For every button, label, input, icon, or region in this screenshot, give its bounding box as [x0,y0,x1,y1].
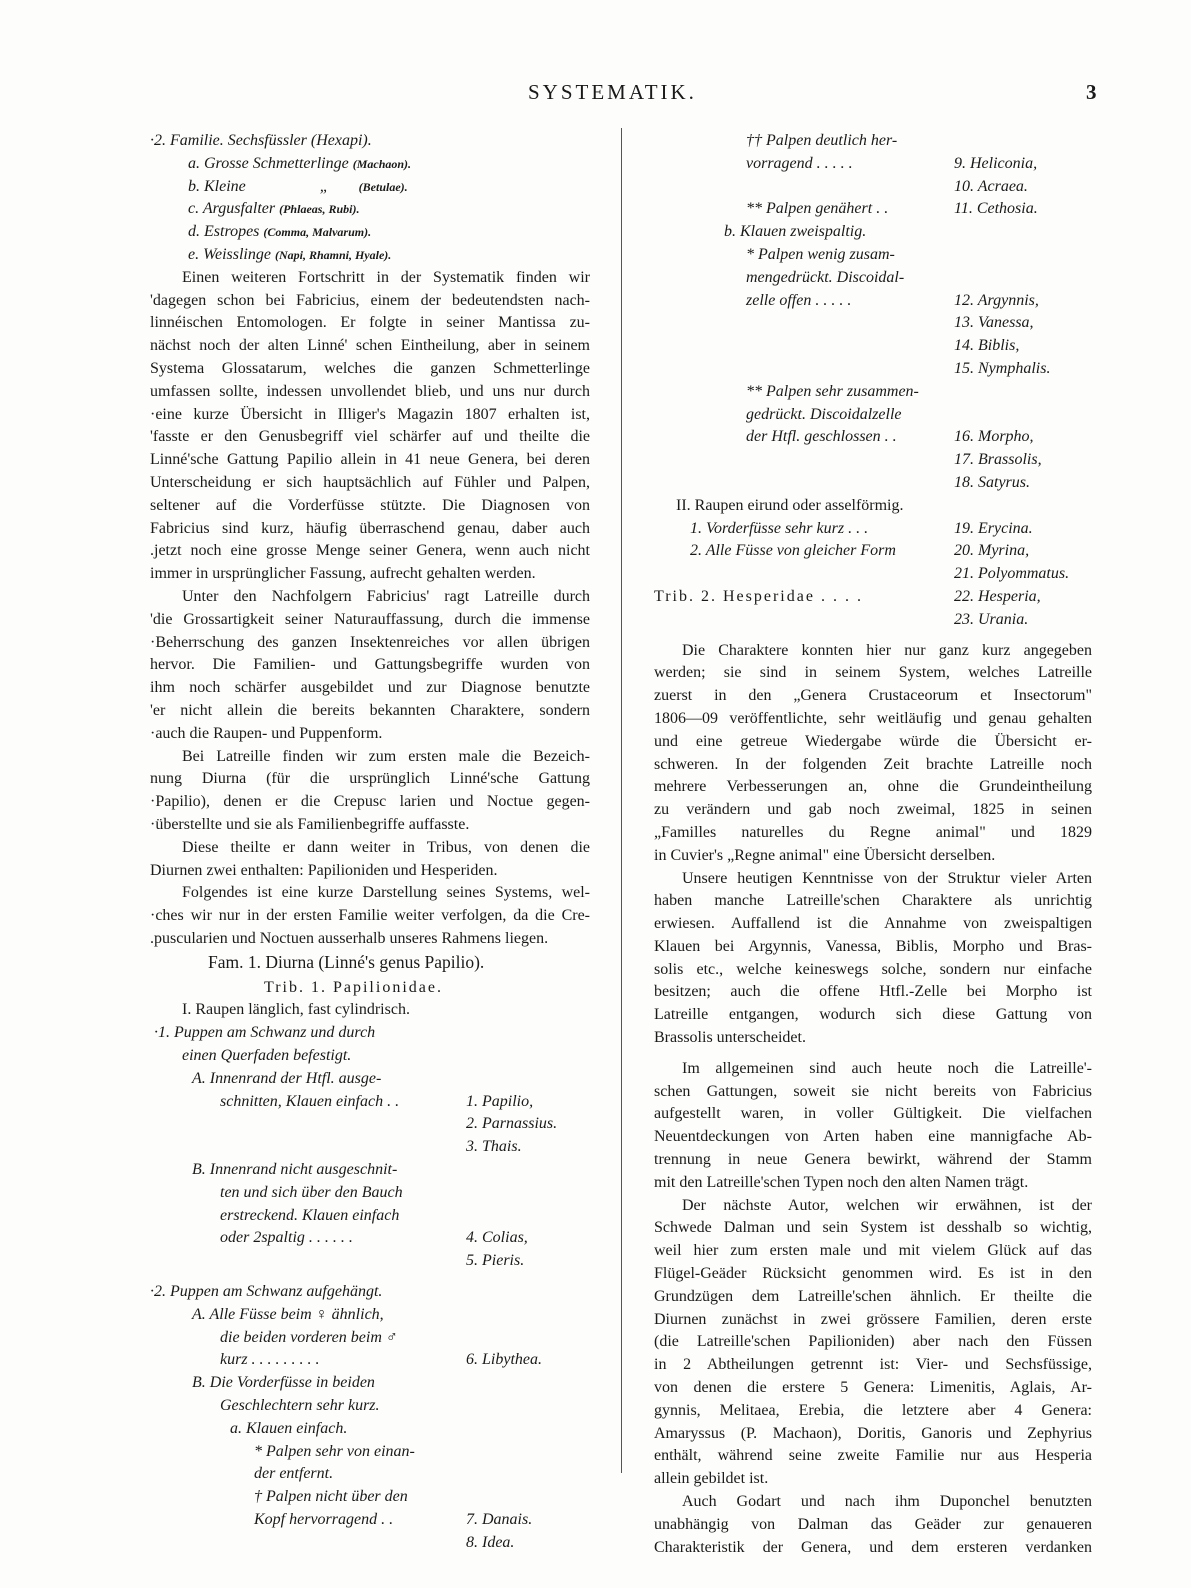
key-line: † Palpen nicht über den [254,1488,408,1506]
paragraph: Die Charaktere konnten hier nur ganz kurz angegeben werden; sie sind in seinem System, welches Latreille zuerst in den „Genera Crustaceorum et Insectorum" 1806—09 veröffentlichte, sehr weitläufig und genau gehalten und eine getreue Wiedergabe würde die Übersicht er- schweren. In der folgenden Zeit brachte Latreille noch mehrere Verbesserungen an, ohne die Grundeintheilung zu verändern und gab noch zweimal, 1825 in seinen „Familles naturelles du Regne animal" und 1829 in Cuvier's „Regne animal" eine Übersicht derselben. [654,641,1092,864]
key-line: oder 2spaltig . . . . . . 4. Colias, [150,1227,590,1250]
key-line: ** Palpen genähert . . 11. Cethosia. [654,198,1092,221]
genus-name: 4. Colias, [466,1229,528,1247]
key-line [654,563,1092,586]
key-line [654,176,1092,199]
key-line: erstreckend. Klauen einfach [220,1206,400,1224]
genus-name: 16. Morpho, [954,428,1034,446]
paragraph: Unsere heutigen Kenntnisse von der Struktur vieler Arten haben manche Latreille'schen Charaktere als unrichtig erwiesen. Auffallend ist die Annahme von zweispaltigen Klauen bei Argynnis, Vanessa, Biblis, Morpho und Bras- solis etc., welche keineswegs solche, sondern nur einfache besitzen; auch die offene Htfl.-Zelle bei Morpho ist Latreille entgangen, wodurch sich diese Gattung von Brassolis unterscheidet. [654,869,1092,1047]
key-line [654,358,1092,381]
right-column [654,130,1092,1559]
key-line: gedrückt. Discoidalzelle [746,405,902,423]
key-line: Geschlechtern sehr kurz. [220,1397,380,1415]
key-line [654,449,1092,472]
key-line: ten und sich über den Bauch [220,1183,403,1201]
paragraph: Im allgemeinen sind auch heute noch die Latreille'- schen Gattungen, soweit sie nicht bereits von Fabricius aufgestellt waren, in voller Gültigkeit. Die vielfachen Neuentdeckungen von Arten haben eine mannigfache Ab- trennung in neue Genera bewirkt, während der Stamm mit den Latreille'schen Typen noch den alten Namen trägt. [654,1059,1092,1191]
key-line: ** Palpen sehr zusammen- [746,382,919,400]
genus-name: 9. Heliconia, [954,154,1038,172]
genus-name: 3. Thais. [466,1138,522,1156]
key-line: die beiden vorderen beim ♂ [220,1328,398,1346]
group-heading: II. Raupen eirund oder asselförmig. [676,496,904,514]
genus-name: 15. Nymphalis. [954,359,1051,377]
key-line: Kopf hervorragend . . 7. Danais. [150,1509,590,1532]
key-line [654,472,1092,495]
key-line: A. Alle Füsse beim ♀ ähnlich, [192,1305,384,1323]
paragraph: Der nächste Autor, welchen wir erwähnen, ist der Schwede Dalman und sein System ist desshalb so wichtig, weil hier zum ersten male und mit vielem Glück auf das Flügel-Geäder Rücksicht genommen wird. Es ist in den Grundzügen dem Latreille'schen ähnlich. Er theilte die Diurnen zunächst in zwei grössere Familien, deren erste (die Latreille'schen Papilioniden) aber nach den Füssen in 2 Abtheilungen getrennt ist: Vier- und Sechsfüssige, von denen die erstere 5 Genera: Limenitis, Aglais, Ar- gynnis, Melitaea, Erebia, die letztere aber 4 Genera: Amaryssus (P. Machaon), Doritis, Ganoris und Zephyrius enthält, während seine zweite Familie nur aus Hesperia allein gebildet ist. [654,1196,1092,1488]
running-header [0,80,1191,110]
key-line: A. Innenrand der Htfl. ausge- [192,1069,382,1087]
key-line: a. Klauen einfach. [230,1419,348,1437]
genus-name: 18. Satyrus. [954,473,1030,491]
genus-name: 11. Cethosia. [954,200,1038,218]
key-line: vorragend . . . . . 9. Heliconia, [654,153,1092,176]
key-line: der Htfl. geschlossen . . 16. Morpho, [654,426,1092,449]
genus-name: 17. Brassolis, [954,451,1042,469]
familie-item: c. Argusfalter (Phlaeas, Rubi). [188,200,360,218]
tribe-heading: Trib. 1. Papilionidae. [264,978,443,996]
key-line: * Palpen wenig zusam- [746,245,895,263]
key-line: schnitten, Klauen einfach . . 1. Papilio, [150,1091,590,1114]
paragraph: Diese theilte er dann weiter in Tribus, von denen die Diurnen zwei enthalten: Papilioniden und Hesperiden. [150,838,590,879]
key-line: 2. Alle Füsse von gleicher Form 20. Myrina, [654,540,1092,563]
genus-name: 12. Argynnis, [954,291,1039,309]
genus-name: 7. Danais. [466,1511,533,1529]
key-line: kurz . . . . . . . . . 6. Libythea. [150,1349,590,1372]
genus-name: 8. Idea. [466,1533,515,1551]
genus-name: 14. Biblis, [954,337,1020,355]
key-line [654,335,1092,358]
familie-item: b. Kleine „ (Betulae). [188,177,408,195]
key-line: ·2. Puppen am Schwanz aufgehängt. [150,1283,383,1301]
familie-item: e. Weisslinge (Napi, Rhamni, Hyale). [188,245,392,263]
genus-name: 2. Parnassius. [466,1115,558,1133]
paragraph: Auch Godart und nach ihm Duponchel benutzten unabhängig von Dalman das Geäder zur genaueren Charakteristik der Genera, und dem ersteren verdanken [654,1493,1092,1556]
key-line [150,1113,590,1136]
page-number: 3 [1086,80,1097,104]
key-line: der entfernt. [254,1465,334,1483]
tribe-line: Trib. 2. Hesperidae . . . . 22. Hesperia, [654,586,1092,609]
key-line [150,1532,590,1555]
key-line [654,609,1092,632]
familie-item: a. Grosse Schmetterlinge (Machaon). [188,154,412,172]
column-divider [621,128,622,1473]
key-line: einen Querfaden befestigt. [182,1047,352,1065]
familie-item: d. Estropes (Comma, Malvarum). [188,223,372,241]
group-heading: I. Raupen länglich, fast cylindrisch. [182,1001,410,1019]
key-line: * Palpen sehr von einan- [254,1442,415,1460]
familie-heading: ·2. Familie. Sechsfüssler (Hexapi). [150,132,372,149]
genus-name: 13. Vanessa, [954,314,1034,332]
paragraph: Unter den Nachfolgern Fabricius' ragt Latreille durch 'die Grossartigkeit seiner Naturauffassung, durch die immense ·Beherrschung des ganzen Insektenreiches vor allen übrigen hervor. Die Familien- und Gattungsbegriffe wurden von ihm noch schärfer ausgebildet und zur Diagnose benutzte 'er nicht allein die bereits bekannten Charaktere, sondern ·auch die Raupen- und Puppenform. [150,587,590,742]
genus-name: 6. Libythea. [466,1351,542,1369]
genus-name: 23. Urania. [954,610,1029,628]
paragraph: Bei Latreille finden wir zum ersten male die Bezeich- nung Diurna (für die ursprünglich Linné'sche Gattung ·Papilio), denen er die Crepusc larien und Noctue gegen- ·überstellte und sie als Familienbegriffe auffasste. [150,747,590,833]
key-line [654,312,1092,335]
key-line: zelle offen . . . . . 12. Argynnis, [654,290,1092,313]
key-line: B. Innenrand nicht ausgeschnit- [192,1161,398,1179]
key-line [150,1250,590,1273]
key-line: ·1. Puppen am Schwanz und durch [154,1024,376,1042]
genus-name: 10. Acraea. [954,177,1028,195]
genus-name: 1. Papilio, [466,1092,534,1110]
left-column [150,130,590,1555]
genus-name: 21. Polyommatus. [954,565,1070,583]
key-line: mengedrückt. Discoidal- [746,268,905,286]
paragraph: Folgendes ist eine kurze Darstellung seines Systems, wel- ·ches wir nur in der ersten Familie weiter verfolgen, da die Cre- .puscularien und Noctuen ausserhalb unseres Rahmens liegen. [150,884,590,947]
key-line: b. Klauen zweispaltig. [724,223,867,241]
paragraph: Einen weiteren Fortschritt in der Systematik finden wir 'dagegen schon bei Fabricius, einem der bedeutendsten nach- linnéischen Entomologen. Er folgte in seiner Mantissa zu- nächst noch der alten Linné' schen Eintheilung, aber in seinem Systema Glossatarum, welches die ganzen Schmetterlinge umfassen sollte, indessen unvollendet blieb, und uns nur durch ·eine kurze Übersicht in Illiger's Magazin 1807 erhalten ist, 'fasste er den Genusbegriff viel schärfer auf und theilte die Linné'sche Gattung Papilio allein in 41 neue Genera, bei deren Unterscheidung er sich hauptsächlich auf Fühler und Palpen, seltener auf die Vorderfüsse stützte. Die Diagnosen von Fabricius sind kurz, häufig überraschend genau, daber auch .jetzt noch eine grosse Menge seiner Genera, wenn auch nicht immer in ursprünglicher Fassung, aufrecht gehalten werden. [150,268,590,583]
key-line [150,1136,590,1159]
genus-name: 20. Myrina, [954,542,1030,560]
genus-name: 19. Erycina. [954,519,1033,537]
family-heading: Fam. 1. Diurna (Linné's genus Papilio). [208,951,485,972]
key-line: †† Palpen deutlich her- [746,132,898,149]
genus-name: 5. Pieris. [466,1252,525,1270]
key-line: B. Die Vorderfüsse in beiden [192,1374,375,1392]
key-line: 1. Vorderfüsse sehr kurz . . . 19. Erycina. [654,518,1092,541]
header-title: SYSTEMATIK. [528,80,697,104]
genus-name: 22. Hesperia, [954,587,1041,605]
